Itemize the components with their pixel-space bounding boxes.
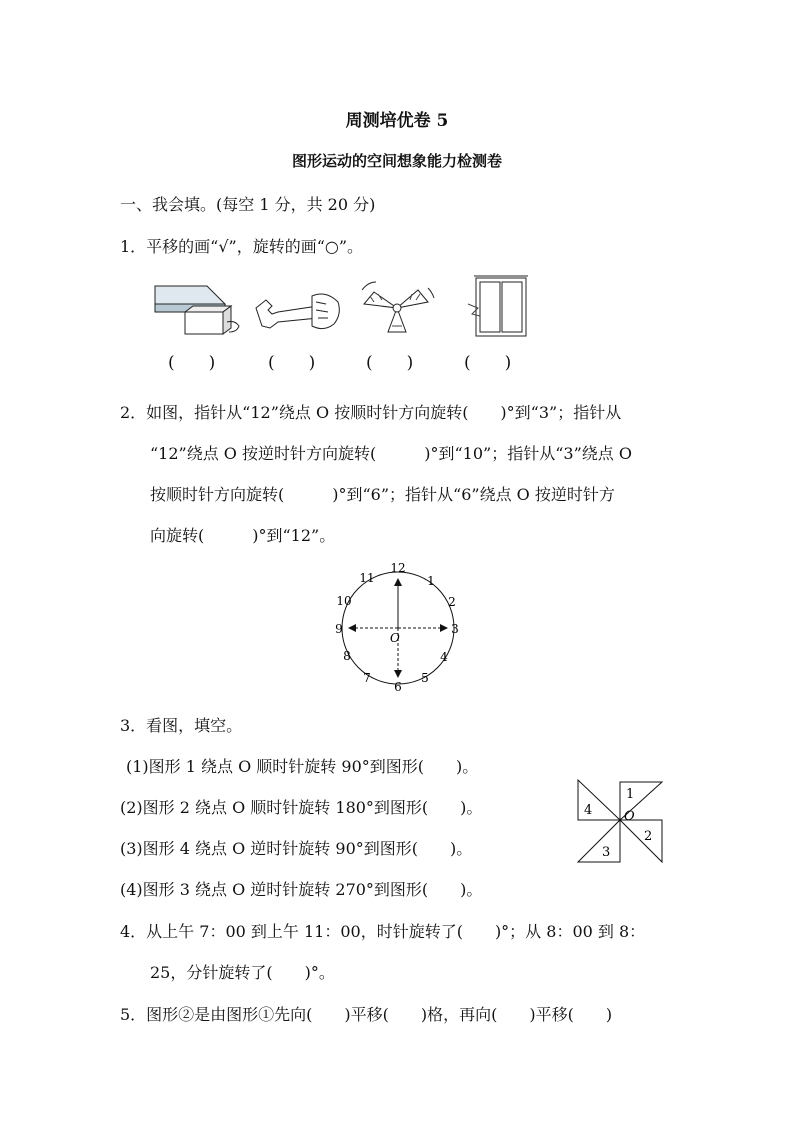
question-3-item-4: (4)图形 3 绕点 O 逆时针旋转 270°到图形( )。 (120, 880, 483, 899)
pinwheel-center-label: O (624, 809, 635, 824)
clock-diagram (330, 560, 466, 696)
page-subtitle: 图形运动的空间想象能力检测卷 (291, 152, 502, 170)
clock-number-10: 10 (336, 594, 352, 608)
question-2-line-4: 向旋转( )°到“12”。 (150, 526, 336, 545)
clock-number-4: 4 (440, 650, 448, 664)
question-4-line-1: 4．从上午 7：00 到上午 11：00，时针旋转了( )°；从 8：00 到 8： (120, 922, 646, 941)
wrench-icon (254, 288, 344, 336)
question-2-line-1: 2．如图，指针从“12”绕点 O 按顺时针方向旋转( )°到“3”；指针从 (120, 403, 622, 422)
question-3-item-1: (1)图形 1 绕点 O 顺时针旋转 90°到图形( )。 (126, 757, 479, 776)
pinwheel-label-3: 3 (602, 845, 611, 860)
question-1-text: 1．平移的画“√”，旋转的画“○”。 (120, 237, 364, 256)
pinwheel-diagram (576, 780, 664, 864)
question-2-line-3: 按顺时针方向旋转( )°到“6”；指针从“6”绕点 O 按逆时针方 (150, 485, 615, 504)
question-3-item-2: (2)图形 2 绕点 O 顺时针旋转 180°到图形( )。 (120, 798, 483, 817)
clock-number-3: 3 (451, 622, 459, 636)
q1-answer-1[interactable]: ( ) (168, 353, 216, 373)
clock-number-9: 9 (335, 622, 343, 636)
page-title: 周测培优卷 5 (345, 111, 449, 131)
clock-number-6: 6 (394, 680, 402, 694)
q1-answer-3[interactable]: ( ) (366, 353, 414, 373)
question-5-text: 5．图形②是由图形①先向( )平移( )格，再向( )平移( ) (120, 1005, 613, 1024)
fan-icon (358, 280, 436, 336)
clock-number-11: 11 (359, 571, 375, 585)
clock-number-1: 1 (427, 574, 435, 588)
section-heading: 一、我会填。(每空 1 分，共 20 分) (120, 195, 376, 214)
sliding-window-icon (466, 276, 530, 338)
clock-number-7: 7 (363, 671, 371, 685)
q1-answer-2[interactable]: ( ) (268, 353, 316, 373)
pinwheel-label-4: 4 (584, 803, 593, 818)
question-4-line-2: 25，分针旋转了( )°。 (150, 963, 335, 982)
clock-number-2: 2 (448, 595, 456, 609)
clock-number-5: 5 (421, 671, 429, 685)
clock-center-label: O (390, 631, 400, 645)
clock-number-8: 8 (343, 649, 351, 663)
pinwheel-label-2: 2 (644, 829, 653, 844)
drawer-icon (155, 282, 245, 338)
pinwheel-label-1: 1 (626, 787, 635, 802)
question-3-item-3: (3)图形 4 绕点 O 逆时针旋转 90°到图形( )。 (120, 839, 473, 858)
question-3-text: 3．看图，填空。 (120, 716, 243, 735)
clock-number-12: 12 (390, 561, 406, 575)
q1-answer-4[interactable]: ( ) (464, 353, 512, 373)
question-2-line-2: “12”绕点 O 按逆时针方向旋转( )°到“10”；指针从“3”绕点 O (150, 444, 632, 463)
